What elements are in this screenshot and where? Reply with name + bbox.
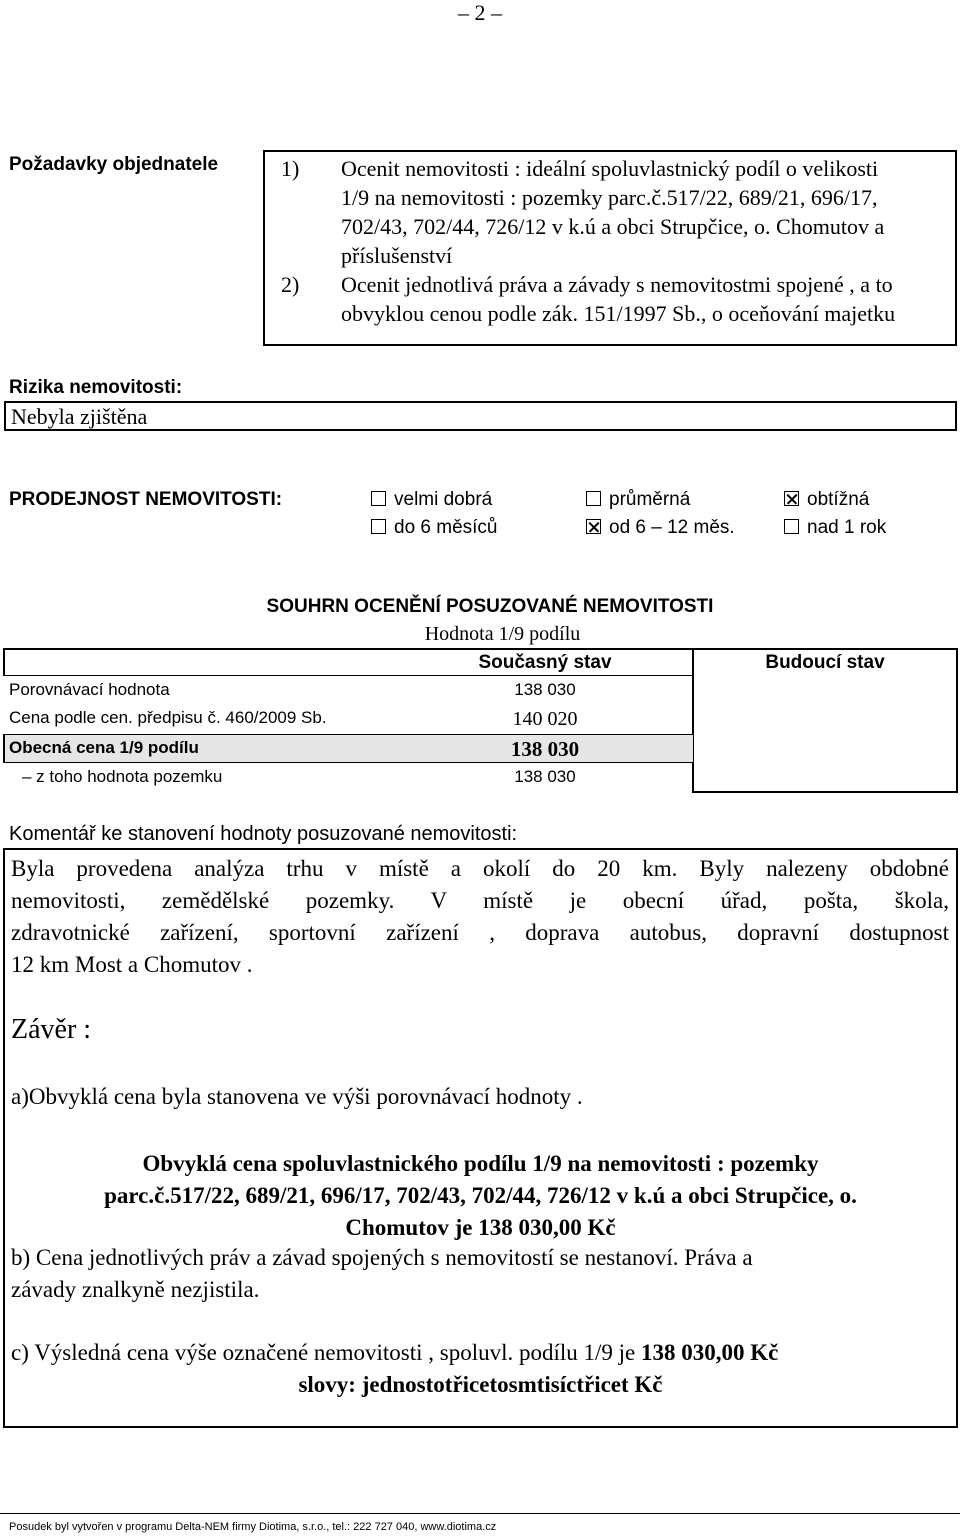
conclusion-b: b) Cena jednotlivých práv a závad spojených s nemovitostí se nestanoví. Práva a závady znalkyně nezjistila.: [11, 1245, 753, 1302]
requirement-item-2: 2) Ocenit jednotlivá práva a závady s nemovitostmi spojené , a to obvyklou cenou podle zák. 151/1997 Sb., o oceňování majetku: [281, 272, 896, 326]
column-future: Budoucí stav: [765, 652, 885, 673]
marketability-label: PRODEJNOST NEMOVITOSTI:: [9, 489, 283, 510]
checkbox-empty-icon: [784, 519, 799, 534]
table-top-line: [3, 648, 958, 650]
comment-label: Komentář ke stanovení hodnoty posuzované nemovitosti:: [9, 823, 518, 845]
table-left-line: [3, 648, 5, 676]
requirements-label: Požadavky objednatele: [9, 154, 219, 175]
checkbox-nad-1-rok: nad 1 rok: [784, 517, 886, 539]
summary-title: SOUHRN OCENĚNÍ POSUZOVANÉ NEMOVITOSTI: [266, 596, 714, 617]
conclusion-c: c) Výsledná cena výše označené nemovitosti , spoluvl. podílu 1/9 je 138 030,00 Kč: [11, 1340, 779, 1365]
requirement-item-1: 1) Ocenit nemovitosti : ideální spoluvlastnický podíl o velikosti 1/9 na nemovitosti : pozemky parc.č.517/22, 689/21, 696/17, 702/43, 702/44, 726/12 v k.ú a obci Strupčice, o. Chomutov a příslušenství: [281, 156, 885, 268]
summary-subtitle: Hodnota 1/9 podílu: [424, 623, 581, 645]
conclusion-c-words: slovy: jednostotřicetosmtisíctřicet Kč: [298, 1372, 663, 1397]
checkbox-checked-icon: [784, 491, 799, 506]
table-row-value: 138 030: [514, 767, 576, 786]
checkbox-prumerna: průměrná: [586, 489, 690, 511]
checkbox-empty-icon: [586, 491, 601, 506]
checkbox-do-6-mesicu: do 6 měsíců: [371, 517, 498, 539]
checkbox-od-6-12-mes: od 6 – 12 měs.: [586, 517, 735, 539]
risks-value: Nebyla zjištěna: [4, 401, 957, 431]
table-row-label: Obecná cena 1/9 podílu: [9, 738, 199, 757]
final-value-statement: Obvyklá cena spoluvlastnického podílu 1/9 na nemovitosti : pozemky parc.č.517/22, 689/21, 696/17, 702/43, 702/44, 726/12 v k.ú a obci Strupčice, o. Chomutov je 138 030,00 Kč: [104, 1151, 857, 1240]
table-row-label: Porovnávací hodnota: [9, 680, 170, 699]
checkbox-velmi-dobra: velmi dobrá: [371, 489, 492, 511]
table-row-value: 138 030: [514, 680, 576, 699]
column-current: Současný stav: [478, 652, 612, 673]
footer: Posudek byl vytvořen v programu Delta-NEM firmy Diotima, s.r.o., tel.: 222 727 040, www.diotima.cz: [9, 1521, 497, 1533]
table-header-underline: [3, 675, 693, 676]
checkbox-checked-icon: [586, 519, 601, 534]
table-row-label: – z toho hodnota pozemku: [22, 767, 223, 786]
page-number: – 2 –: [458, 0, 502, 25]
risks-label: Rizika nemovitosti:: [9, 377, 183, 398]
table-row-value: 140 020: [512, 708, 578, 730]
checkbox-obtizna: obtížná: [784, 489, 869, 511]
conclusion-a: a)Obvyklá cena byla stanovena ve výši porovnávací hodnoty .: [11, 1084, 583, 1109]
table-row-value: 138 030: [510, 737, 580, 761]
comment-box: Byla provedena analýza trhu v místě a okolí do 20 km. Byly nalezeny obdobné nemovitosti, zemědělské pozemky. V místě je obecní úřad, pošta, škola, zdravotnické zařízení, sportovní zařízení , doprava autobus, dopravní dostupnost 12 km Most a Chomutov . Závěr : a)Obvyklá cena byla stanovena ve výši porovnávací hodnoty . Obvyklá cena spoluvlastnického podílu 1/9 na nemovitosti : pozemky parc.č.517/22, 689/21, 696/17, 702/43, 702/44, 726/12 v k.ú a obci Strupčice, o. Chomutov je 138 030,00 Kč b) Cena jednotlivých práv a závad spojených s nemovitostí se nestanoví. Práva a závady znalkyně nezjistila. c) Výsledná cena výše označené nemovitosti , spoluvl. podílu 1/9 je 138 030,00 Kč slovy: jednostotřicetosmtisíctřicet Kč: [3, 848, 958, 1428]
table-row-label: Cena podle cen. předpisu č. 460/2009 Sb.: [9, 708, 327, 727]
checkbox-empty-icon: [371, 519, 386, 534]
table-bottom-line: [692, 791, 958, 793]
checkbox-empty-icon: [371, 491, 386, 506]
requirements-box: [263, 150, 957, 346]
footer-divider: [0, 1513, 960, 1514]
conclusion-label: Závěr :: [11, 1014, 92, 1045]
